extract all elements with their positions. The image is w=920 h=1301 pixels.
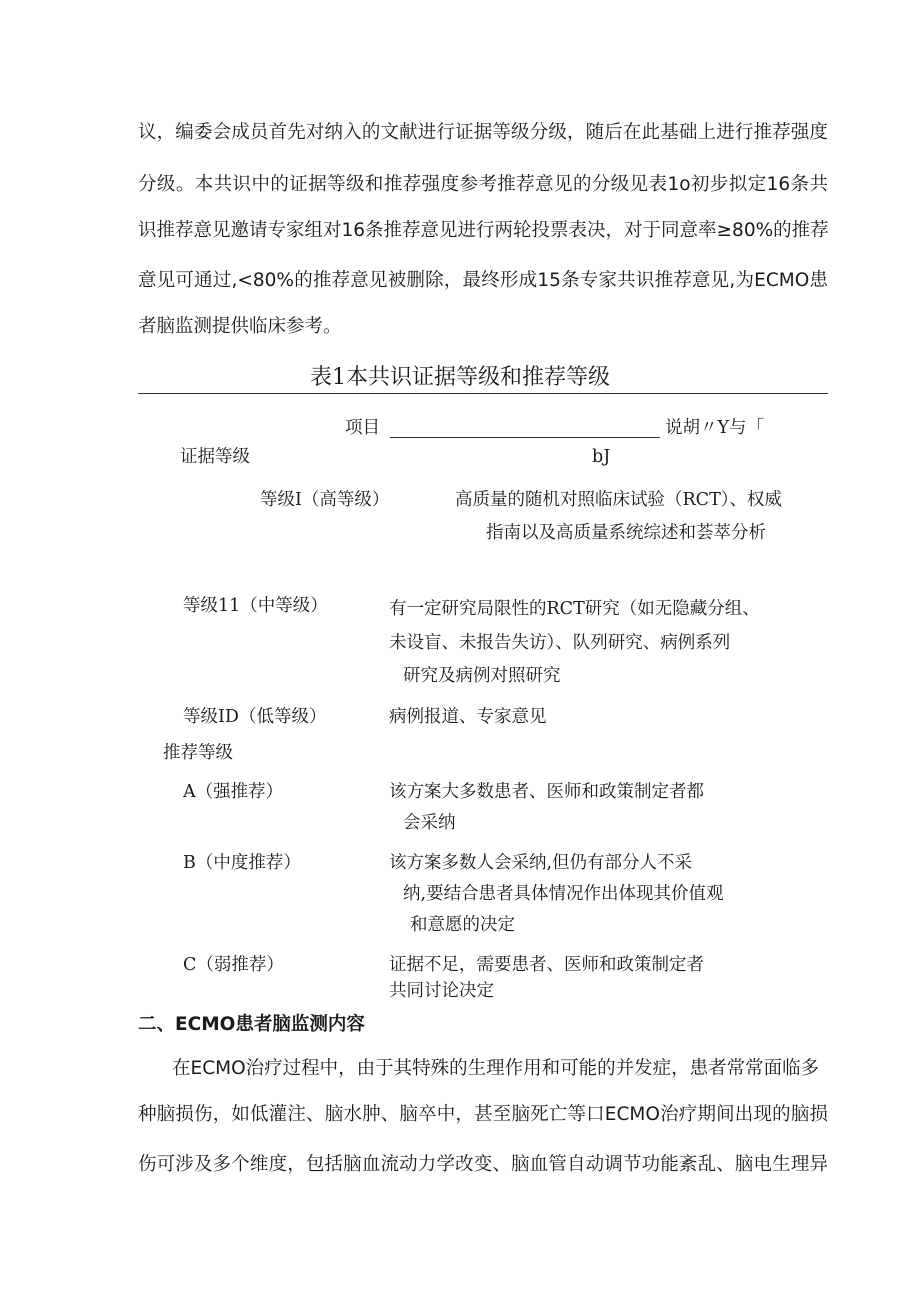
evidence-level-desc: 指南以及高质量系统综述和荟萃分析 [486,523,766,543]
intro-line: 意见可通过,<80%的推荐意见被删除，最终形成15条专家共识推荐意见,为ECMO患 [138,270,828,291]
table-top-rule [138,393,828,394]
recommendation-level-desc: 共同讨论决定 [389,981,494,1001]
table-header-desc-tail: bJ [592,447,611,467]
section-title: 二、ECMO患者脑监测内容 [138,1014,365,1035]
evidence-level-label: 等级ID（低等级） [183,707,327,727]
recommendation-level-label: C（弱推荐） [183,955,284,975]
table-header-desc: 说胡〃Y与「 [665,418,765,438]
recommendation-level-desc: 会采纳 [403,813,456,833]
table-caption: 表1本共识证据等级和推荐等级 [310,365,610,390]
evidence-level-desc: 病例报道、专家意见 [389,707,547,727]
table-header-item: 项目 [345,418,380,438]
recommendation-level-desc: 纳,要结合患者具体情况作出体现其价值观 [403,884,724,904]
evidence-heading: 证据等级 [180,447,250,467]
evidence-level-desc: 研究及病例对照研究 [403,666,561,686]
evidence-level-desc: 高质量的随机对照临床试验（RCT）、权威 [455,490,782,510]
recommendation-level-desc: 证据不足，需要患者、医师和政策制定者 [389,955,704,975]
evidence-level-label: 等级I（高等级） [260,490,390,510]
intro-line: 议，编委会成员首先对纳入的文献进行证据等级分级，随后在此基础上进行推荐强度 [138,122,828,143]
recommendation-heading: 推荐等级 [163,743,233,763]
intro-line: 分级。本共识中的证据等级和推荐强度参考推荐意见的分级见表1o初步拟定16条共 [138,174,828,195]
section2-line: 伤可涉及多个维度，包括脑血流动力学改变、脑血管自动调节功能紊乱、脑电生理异 [138,1154,828,1175]
recommendation-level-desc: 该方案大多数患者、医师和政策制定者都 [389,782,704,802]
recommendation-level-label: A（强推荐） [183,782,284,802]
table-header-rule [390,437,660,438]
evidence-level-label: 等级11（中等级） [183,596,328,616]
recommendation-level-desc: 和意愿的决定 [410,915,515,935]
evidence-level-desc: 未设盲、未报告失访）、队列研究、病例系列 [389,633,731,653]
intro-line: 识推荐意见邀请专家组对16条推荐意见进行两轮投票表决，对于同意率≥80%的推荐 [138,220,829,241]
recommendation-level-label: B（中度推荐） [183,853,301,873]
evidence-level-desc: 有一定研究局限性的RCT研究（如无隐藏分组、 [389,599,760,619]
recommendation-level-desc: 该方案多数人会采纳,但仍有部分人不采 [389,853,693,873]
intro-line: 者脑监测提供临床参考。 [138,316,342,337]
section2-line: 在ECMO治疗过程中，由于其特殊的生理作用和可能的并发症，患者常常面临多 [172,1058,820,1079]
section2-line: 种脑损伤，如低灌注、脑水肿、脑卒中，甚至脑死亡等口ECMO治疗期间出现的脑损 [138,1104,828,1125]
